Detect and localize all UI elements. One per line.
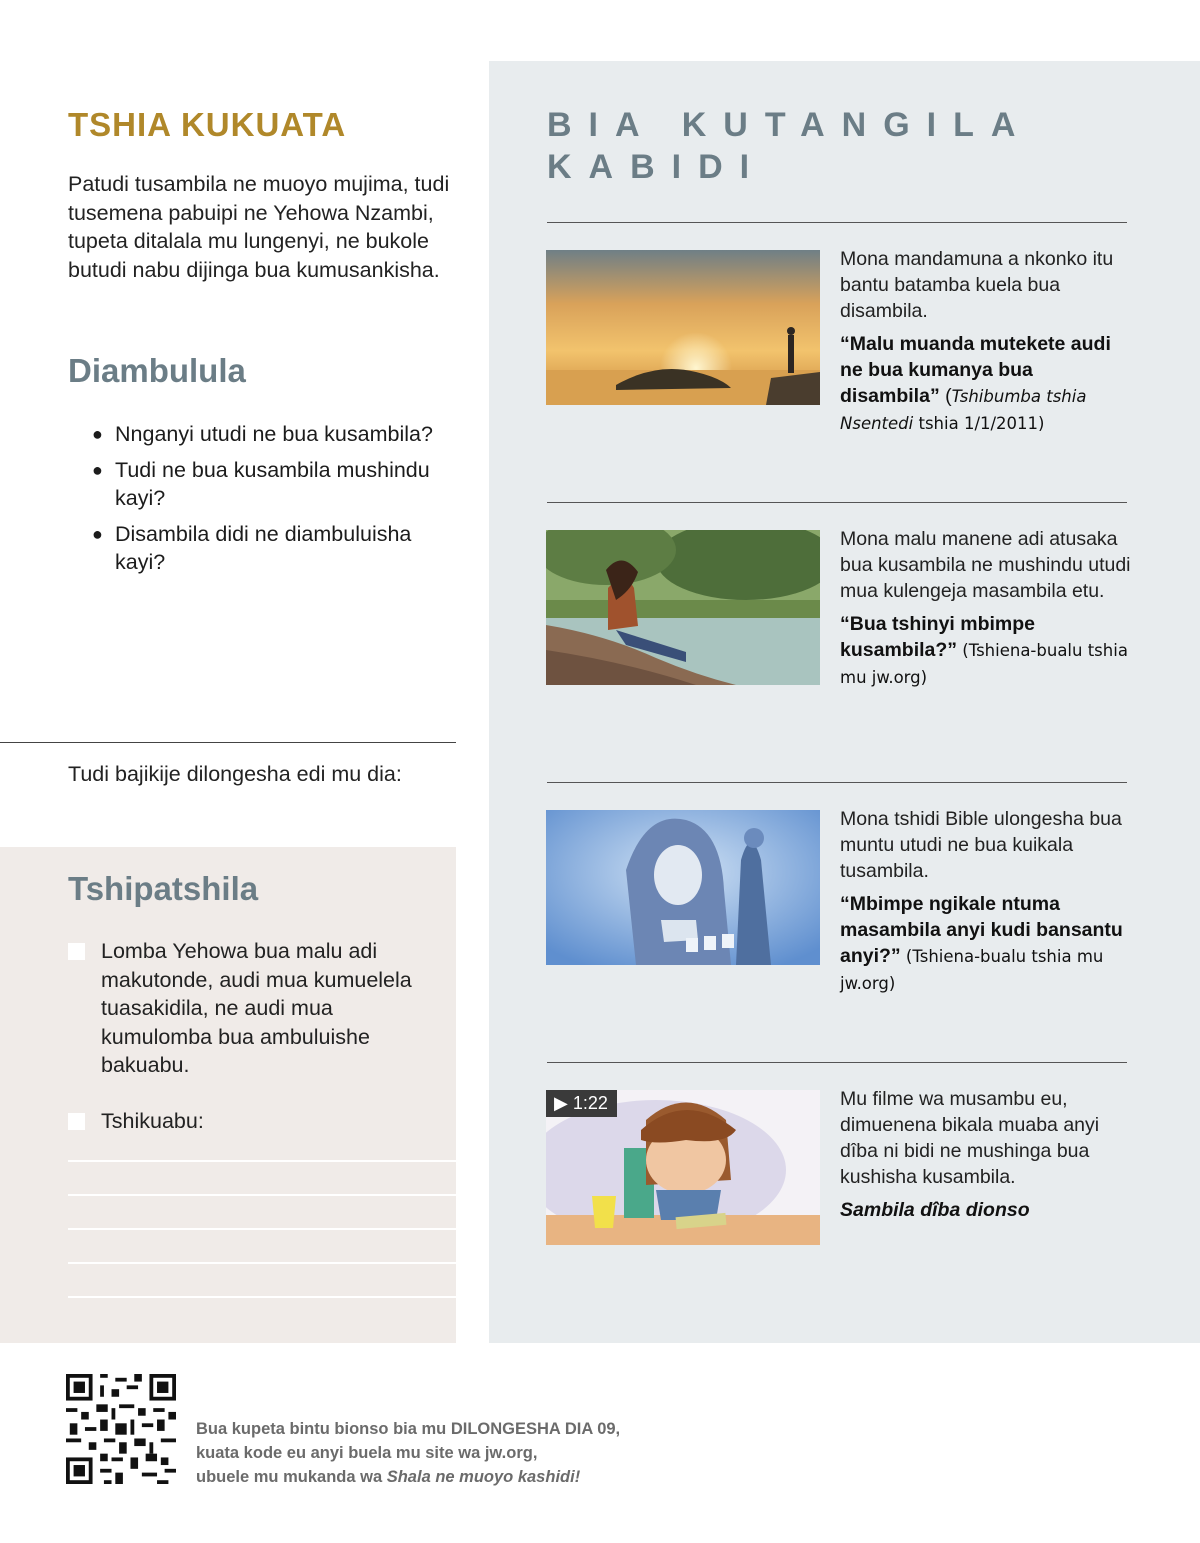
entry-reference[interactable]: Sambila dîba dionso — [840, 1199, 1030, 1221]
summary-text: Patudi tusambila ne muoyo mujima, tudi tusemena pabuipi ne Yehowa Nzambi, tupeta ditalala mu lungenyi, ne bukole butudi nabu dijinga bua kumusankisha. — [68, 172, 450, 282]
goal-item-other — [68, 1107, 448, 1136]
divider — [547, 222, 1127, 223]
play-icon: ▶ — [554, 1093, 568, 1113]
explore-entry — [840, 526, 1135, 691]
explore-entry — [840, 1086, 1135, 1223]
entry-description: Mona tshidi Bible ulongesha bua muntu utudi ne bua kuikala tusambila. — [840, 808, 1122, 882]
write-line[interactable] — [68, 1228, 456, 1230]
bullet-icon: ● — [92, 424, 103, 444]
footer-text: Bua kupeta bintu bionso bia mu DILONGESHA DIA 09, kuata kode eu anyi buela mu site wa jw.org, ubuele mu mukanda wa Shala ne muoyo kashidi! — [196, 1420, 621, 1486]
video-duration-badge[interactable]: ▶ 1:22 — [546, 1090, 617, 1117]
entry-description: Mona mandamuna a nkonko itu bantu batamba kuela bua disambila. — [840, 248, 1114, 322]
goal-item — [68, 937, 448, 1080]
goal-text: Lomba Yehowa bua malu adi makutonde, audi mua kumuelela tuasakidila, ne audi mua kumulomba bua ambuluishe bakuabu. — [101, 939, 412, 1077]
explore-entry — [840, 806, 1135, 997]
woman-praying-statue-illustration[interactable] — [546, 810, 820, 965]
entry-reference[interactable]: “Mbimpe ngikale ntuma masambila anyi kudi bansantu anyi?” (Tshiena-bualu tshia mu jw.org) — [840, 893, 1123, 993]
checkbox[interactable] — [68, 1113, 85, 1130]
sunset-sea-person-photo[interactable] — [546, 250, 820, 405]
entry-description: Mu filme wa musambu eu, dimuenena bikala muaba anyi dîba ni bidi ne mushinga bua kushisha kusambila. — [840, 1088, 1100, 1188]
write-line[interactable] — [68, 1296, 456, 1298]
review-item: ● Disambila didi ne diambuluisha kayi? — [92, 521, 412, 574]
write-line[interactable] — [68, 1160, 456, 1162]
qr-code-icon[interactable] — [66, 1374, 176, 1484]
entry-reference[interactable]: “Bua tshinyi mbimpe kusambila?” (Tshiena-bualu tshia mu jw.org) — [840, 613, 1128, 687]
entry-reference[interactable]: “Malu muanda mutekete audi ne bua kumanya bua disambila” (Tshibumba tshia Nsentedi tshia 1/1/2011) — [840, 333, 1111, 433]
review-title: Diambulula — [68, 352, 246, 389]
checkbox[interactable] — [68, 943, 85, 960]
divider — [547, 1062, 1127, 1063]
divider — [0, 742, 456, 743]
explore-title: BIA KUTANGILA KABIDI — [547, 106, 1032, 186]
woman-sitting-by-lake-photo[interactable] — [546, 530, 820, 685]
review-item: ● Tudi ne bua kusambila mushindu kayi? — [92, 457, 430, 510]
review-item: ● Nnganyi utudi ne bua kusambila? — [92, 420, 462, 449]
goals-panel — [0, 847, 456, 1343]
write-line[interactable] — [68, 1194, 456, 1196]
explore-entry — [840, 246, 1135, 437]
review-list — [92, 420, 462, 584]
summary-title: TSHIA KUKUATA — [68, 106, 347, 143]
boy-praying-animation[interactable] — [546, 1090, 820, 1245]
divider — [547, 782, 1127, 783]
completed-date-label: Tudi bajikije dilongesha edi mu dia: — [68, 762, 402, 786]
goals-title: Tshipatshila — [68, 870, 259, 907]
divider — [547, 502, 1127, 503]
bullet-icon: ● — [92, 459, 103, 480]
bullet-icon: ● — [92, 523, 103, 544]
entry-description: Mona malu manene adi atusaka bua kusambila ne mushindu utudi mua kulengeja masambila etu. — [840, 528, 1131, 602]
write-line[interactable] — [68, 1262, 456, 1264]
goal-text: Tshikuabu: — [101, 1109, 204, 1133]
